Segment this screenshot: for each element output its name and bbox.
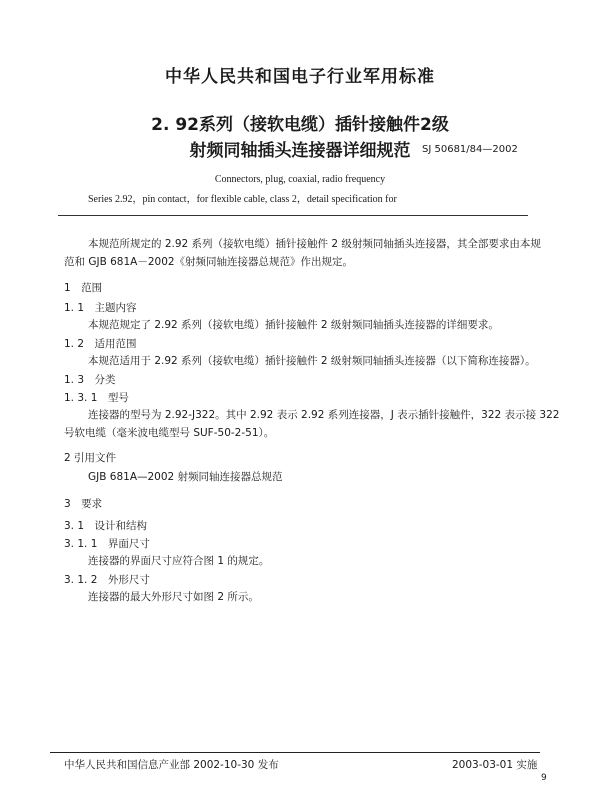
section-1-heading: 1 范围 xyxy=(64,282,103,294)
section-1-2-heading: 1. 2 适用范围 xyxy=(64,338,137,350)
title-divider xyxy=(58,215,528,216)
section-2-heading: 2 引用文件 xyxy=(64,452,117,464)
section-1-3-1-text-line2: 号软电缆（毫米波电缆型号 SUF-50-2-51）。 xyxy=(64,427,275,439)
section-3-heading: 3 要求 xyxy=(64,498,103,510)
footer-effective-date: 2003-03-01 实施 xyxy=(452,759,538,771)
section-3-1-2-heading: 3. 1. 2 外形尺寸 xyxy=(64,574,150,586)
section-2-text: GJB 681A—2002 射频同轴连接器总规范 xyxy=(88,471,283,483)
page-number: 9 xyxy=(541,773,547,783)
intro-line1: 本规范所规定的 2.92 系列（接软电缆）插针接触件 2 级射频同轴插头连接器，其全部要求由本规 xyxy=(88,238,541,250)
section-3-1-heading: 3. 1 设计和结构 xyxy=(64,520,148,532)
english-title-line2: Series 2.92，pin contact，for flexible cable, class 2，detail specification for xyxy=(88,194,397,205)
standard-number: SJ 50681/84—2002 xyxy=(422,144,518,155)
section-1-1-heading: 1. 1 主题内容 xyxy=(64,302,137,314)
section-3-1-2-text: 连接器的最大外形尺寸如图 2 所示。 xyxy=(88,591,259,603)
section-3-1-1-heading: 3. 1. 1 界面尺寸 xyxy=(64,538,150,550)
intro-line2: 范和 GJB 681A－2002《射频同轴连接器总规范》作出规定。 xyxy=(64,256,354,268)
section-1-3-1-text-line1: 连接器的型号为 2.92-J322。其中 2.92 表示 2.92 系列连接器，J 表示插针接触件，322 表示接 322 xyxy=(88,409,560,421)
section-1-1-text: 本规范规定了 2.92 系列（接软电缆）插针接触件 2 级射频同轴插头连接器的详细要求。 xyxy=(88,319,499,331)
section-1-3-heading: 1. 3 分类 xyxy=(64,374,116,386)
standard-title: 中华人民共和国电子行业军用标准 xyxy=(165,67,435,87)
doc-title-line2: 射频同轴插头连接器详细规范 xyxy=(189,141,411,161)
footer-divider xyxy=(50,752,540,753)
section-1-3-1-heading: 1. 3. 1 型号 xyxy=(64,392,129,404)
section-3-1-1-text: 连接器的界面尺寸应符合图 1 的规定。 xyxy=(88,555,270,567)
footer-issuer: 中华人民共和国信息产业部 2002-10-30 发布 xyxy=(64,759,279,771)
doc-title-line1: 2. 92系列（接软电缆）插针接触件2级 xyxy=(151,115,449,135)
english-title-line1: Connectors, plug, coaxial, radio frequency xyxy=(214,174,386,185)
section-1-2-text: 本规范适用于 2.92 系列（接软电缆）插针接触件 2 级射频同轴插头连接器（以下简称连接器）。 xyxy=(88,355,536,367)
